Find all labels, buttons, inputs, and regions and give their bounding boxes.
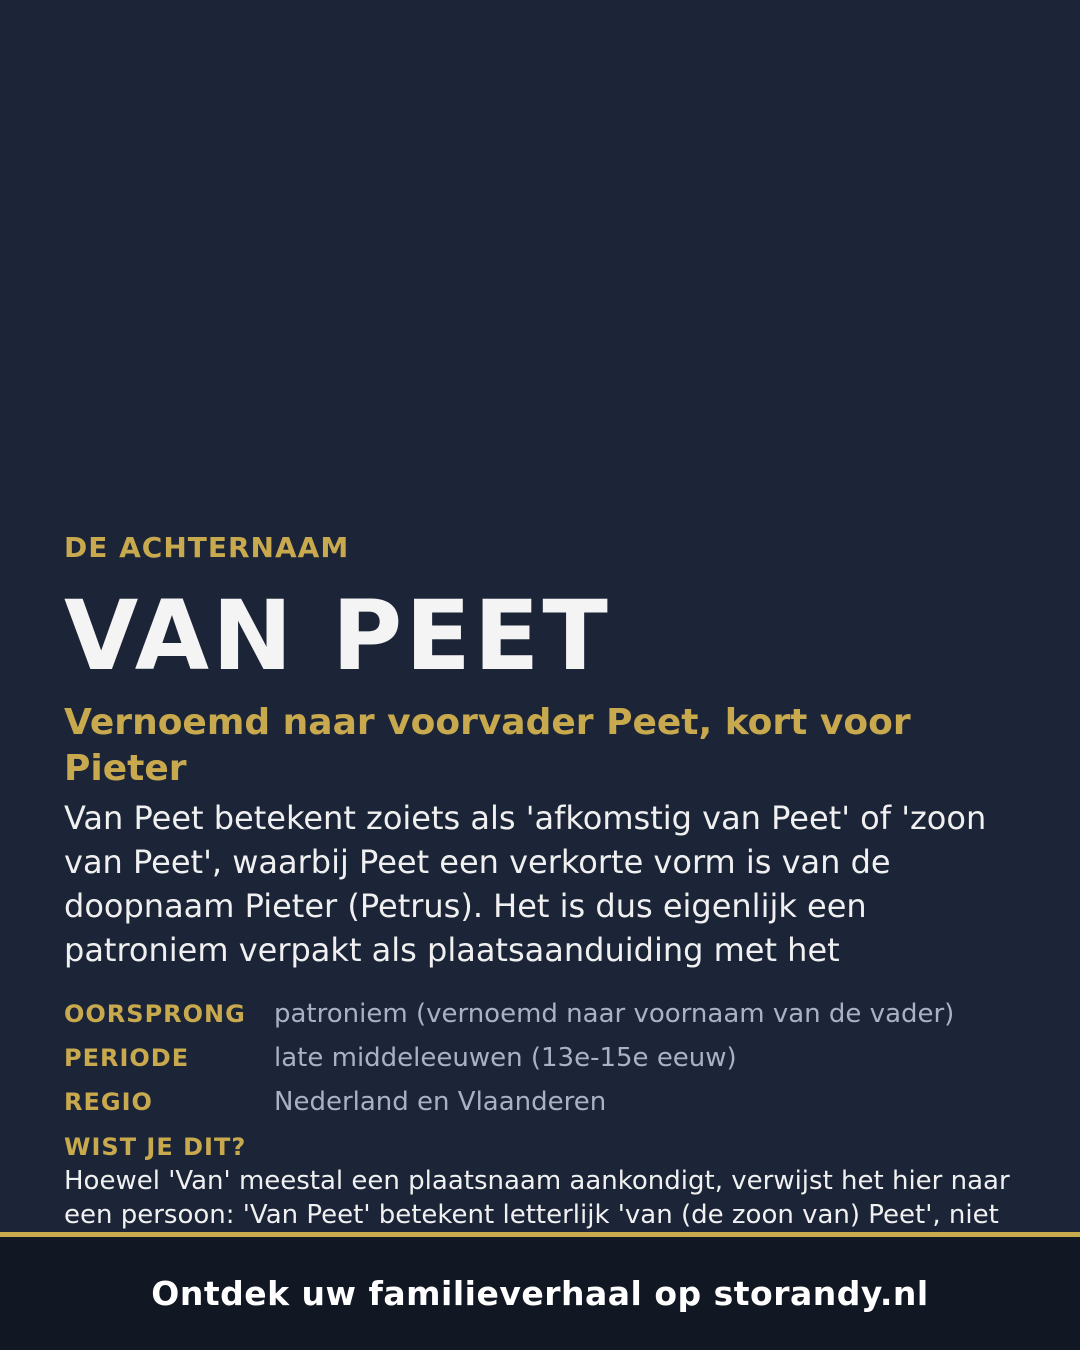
fact-label: REGIO bbox=[64, 1088, 153, 1116]
footer-cta-link[interactable]: Ontdek uw familieverhaal op storandy.nl bbox=[151, 1274, 929, 1313]
surname-description: Van Peet betekent zoiets als 'afkomstig van Peet' of 'zoon van Peet', waarbij Peet een verkorte vorm is van de doopnaam Pieter (Petrus). Het is dus eigenlijk een patroniem verpakt als plaatsaanduiding met het bbox=[64, 799, 987, 969]
facts-list bbox=[64, 992, 1024, 1124]
trivia-label: WIST JE DIT? bbox=[64, 1133, 247, 1161]
fact-value: late middeleeuwen (13e-15e eeuw) bbox=[274, 1043, 737, 1073]
eyebrow-label: DE ACHTERNAAM bbox=[64, 531, 350, 564]
fact-row-region bbox=[64, 1080, 1024, 1124]
trivia-text: Hoewel 'Van' meestal een plaatsnaam aankondigt, verwijst het hier naar een persoon: 'Van Peet' betekent letterlijk 'van (de zoon van) Peet', niet bbox=[64, 1166, 1010, 1230]
fact-label: PERIODE bbox=[64, 1044, 190, 1072]
surname-subtitle: Vernoemd naar voorvader Peet, kort voor Pieter bbox=[64, 702, 911, 789]
footer-bar bbox=[0, 1237, 1080, 1350]
fact-value: patroniem (vernoemd naar voornaam van de vader) bbox=[274, 999, 955, 1029]
fact-row-period bbox=[64, 1036, 1024, 1080]
fact-label: OORSPRONG bbox=[64, 1000, 246, 1028]
fact-value: Nederland en Vlaanderen bbox=[274, 1087, 607, 1117]
fact-row-origin bbox=[64, 992, 1024, 1036]
card-content bbox=[64, 530, 1024, 1266]
surname-title: VAN PEET bbox=[64, 580, 611, 692]
